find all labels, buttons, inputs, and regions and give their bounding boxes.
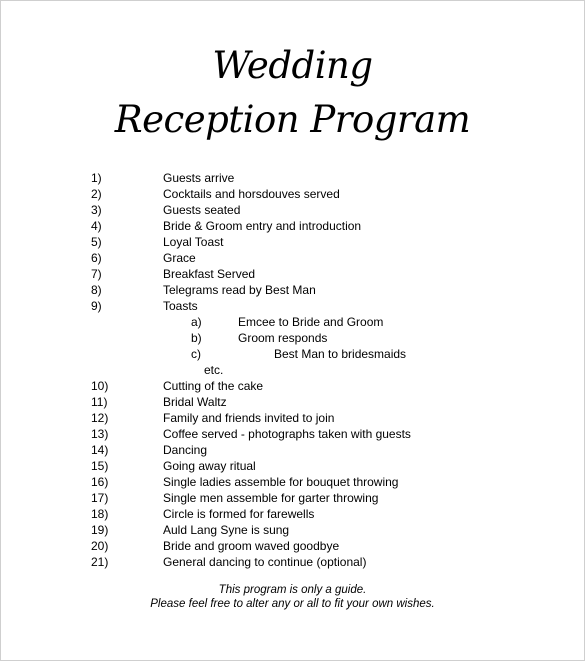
item-number: 10) — [91, 379, 109, 393]
item-text: Single ladies assemble for bouquet throwing — [163, 475, 399, 489]
item-number: 18) — [91, 507, 109, 521]
list-item — [1, 522, 584, 538]
item-text: Coffee served - photographs taken with guests — [163, 427, 411, 441]
item-text: Grace — [163, 251, 196, 265]
sub-list-item — [1, 346, 584, 362]
item-number: 6) — [91, 251, 102, 265]
list-item — [1, 538, 584, 554]
list-item — [1, 250, 584, 266]
list-item — [1, 394, 584, 410]
etc-text: etc. — [204, 363, 224, 377]
list-item — [1, 474, 584, 490]
item-text: Bridal Waltz — [163, 395, 227, 409]
list-item — [1, 234, 584, 250]
list-item — [1, 506, 584, 522]
list-item — [1, 298, 584, 314]
item-number: 4) — [91, 219, 102, 233]
item-text: Cocktails and horsdouves served — [163, 187, 340, 201]
item-number: 11) — [91, 395, 108, 409]
item-text: Breakfast Served — [163, 267, 256, 281]
footer-line-2: Please feel free to alter any or all to fit your own wishes. — [150, 598, 435, 610]
list-item — [1, 378, 584, 394]
list-item — [1, 410, 584, 426]
item-number: 3) — [91, 203, 102, 217]
list-item — [1, 442, 584, 458]
item-number: 19) — [91, 523, 109, 537]
sub-item-letter: b) — [191, 331, 202, 345]
sub-list-etc — [1, 362, 584, 378]
item-text: Single men assemble for garter throwing — [163, 491, 379, 505]
sub-item-text: Emcee to Bride and Groom — [238, 315, 384, 329]
list-item — [1, 458, 584, 474]
item-text: Guests arrive — [163, 171, 235, 185]
item-number: 8) — [91, 283, 102, 297]
item-text: General dancing to continue (optional) — [163, 555, 367, 569]
sub-item-text: Best Man to bridesmaids — [274, 347, 407, 361]
item-number: 5) — [91, 235, 102, 249]
sub-list-item — [1, 314, 584, 330]
item-text: Auld Lang Syne is sung — [163, 523, 290, 537]
sub-list-item — [1, 330, 584, 346]
item-text: Telegrams read by Best Man — [163, 283, 316, 297]
item-number: 21) — [91, 555, 109, 569]
list-item — [1, 170, 584, 186]
item-number: 7) — [91, 267, 102, 281]
title-line-2: Reception Program — [114, 98, 471, 141]
item-number: 20) — [91, 539, 109, 553]
sub-item-letter: a) — [191, 315, 202, 329]
item-text: Dancing — [163, 443, 208, 457]
program-list — [1, 170, 584, 570]
item-text: Family and friends invited to join — [163, 411, 335, 425]
item-text: Toasts — [163, 299, 198, 313]
title-line-1: Wedding — [212, 44, 373, 87]
item-number: 16) — [91, 475, 109, 489]
item-number: 13) — [91, 427, 109, 441]
item-number: 2) — [91, 187, 102, 201]
list-item — [1, 218, 584, 234]
list-item — [1, 186, 584, 202]
item-text: Going away ritual — [163, 459, 256, 473]
item-text: Bride and groom waved goodbye — [163, 539, 340, 553]
item-number: 15) — [91, 459, 109, 473]
footer-line-1: This program is only a guide. — [218, 584, 367, 596]
item-number: 14) — [91, 443, 109, 457]
item-text: Cutting of the cake — [163, 379, 264, 393]
item-text: Loyal Toast — [163, 235, 224, 249]
sub-item-letter: c) — [191, 347, 201, 361]
list-item — [1, 490, 584, 506]
list-item — [1, 554, 584, 570]
item-number: 1) — [91, 171, 102, 185]
list-item — [1, 426, 584, 442]
item-number: 9) — [91, 299, 102, 313]
item-text: Circle is formed for farewells — [163, 507, 315, 521]
list-item — [1, 266, 584, 282]
item-text: Bride & Groom entry and introduction — [163, 219, 362, 233]
item-number: 17) — [91, 491, 109, 505]
item-text: Guests seated — [163, 203, 241, 217]
footer-note — [1, 583, 584, 611]
list-item — [1, 202, 584, 218]
item-number: 12) — [91, 411, 109, 425]
sub-item-text: Groom responds — [238, 331, 328, 345]
list-item — [1, 282, 584, 298]
